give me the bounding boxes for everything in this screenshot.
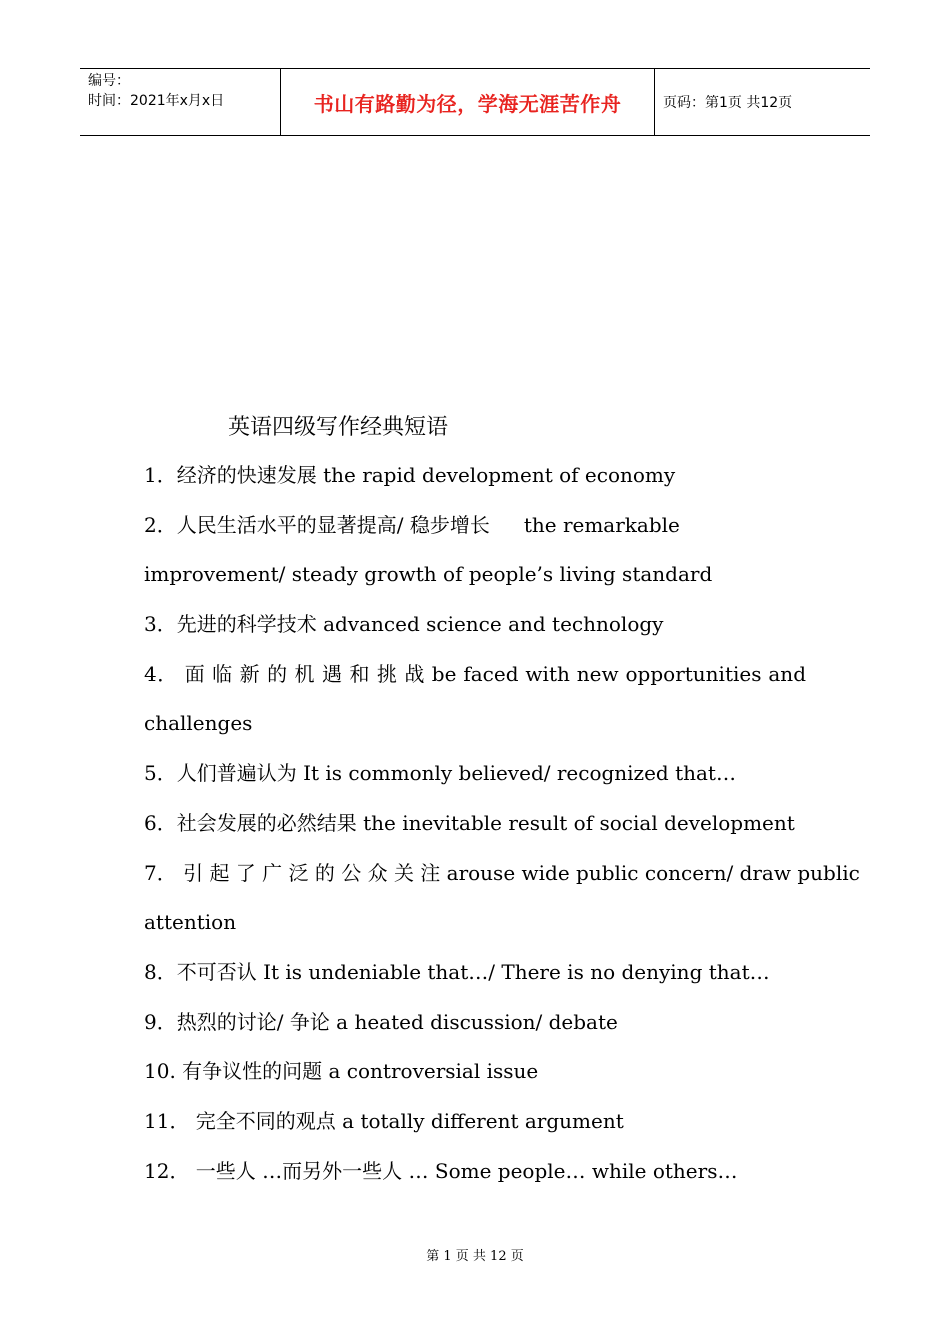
time-label: 时间：2021年x月x日 [88, 93, 225, 109]
header-page-info: 页码：第1页 共12页 [663, 95, 793, 111]
phrase-line: 9．热烈的讨论/ 争论 a heated discussion/ debate [144, 1009, 618, 1034]
header-motto: 书山有路勤为径，学海无涯苦作舟 [281, 69, 655, 135]
phrase-line: 7． 引 起 了 广 泛 的 公 众 关 注 arouse wide public concern/ draw public [144, 860, 860, 885]
header-meta [80, 69, 281, 135]
document-title: 英语四级写作经典短语 [228, 415, 449, 440]
page-header [80, 68, 870, 136]
phrase-line: 10. 有争议性的问题 a controversial issue [144, 1059, 539, 1084]
phrase-line: 11． 完全不同的观点 a totally different argument [144, 1108, 624, 1133]
phrase-line: attention [144, 910, 237, 935]
phrase-english: the remarkable [523, 512, 680, 537]
page-footer: 第 1 页 共 12 页 [426, 1249, 524, 1264]
phrase-line: improvement/ steady growth of people’s living standard [144, 562, 713, 587]
phrase-line [144, 501, 806, 551]
phrase-line: 12． 一些人 …而另外一些人 … Some people… while others… [144, 1158, 738, 1183]
phrase-line: 6．社会发展的必然结果 the inevitable result of social development [144, 810, 795, 835]
number-label: 编号： [88, 73, 130, 89]
phrase-line: 5．人们普遍认为 It is commonly believed/ recognized that… [144, 761, 736, 786]
phrase-line: 4． 面 临 新 的 机 遇 和 挑 战 be faced with new opportunities and [144, 661, 806, 686]
phrase-line: challenges [144, 711, 253, 736]
phrase-line: 8．不可否认 It is undeniable that…/ There is no denying that… [144, 959, 770, 984]
phrase-list [144, 451, 860, 1196]
phrase-chinese: 2．人民生活水平的显著提高/ 稳步增长 [144, 512, 490, 537]
phrase-line: 1．经济的快速发展 the rapid development of economy [144, 463, 676, 487]
phrase-line: 3．先进的科学技术 advanced science and technology [144, 612, 664, 637]
